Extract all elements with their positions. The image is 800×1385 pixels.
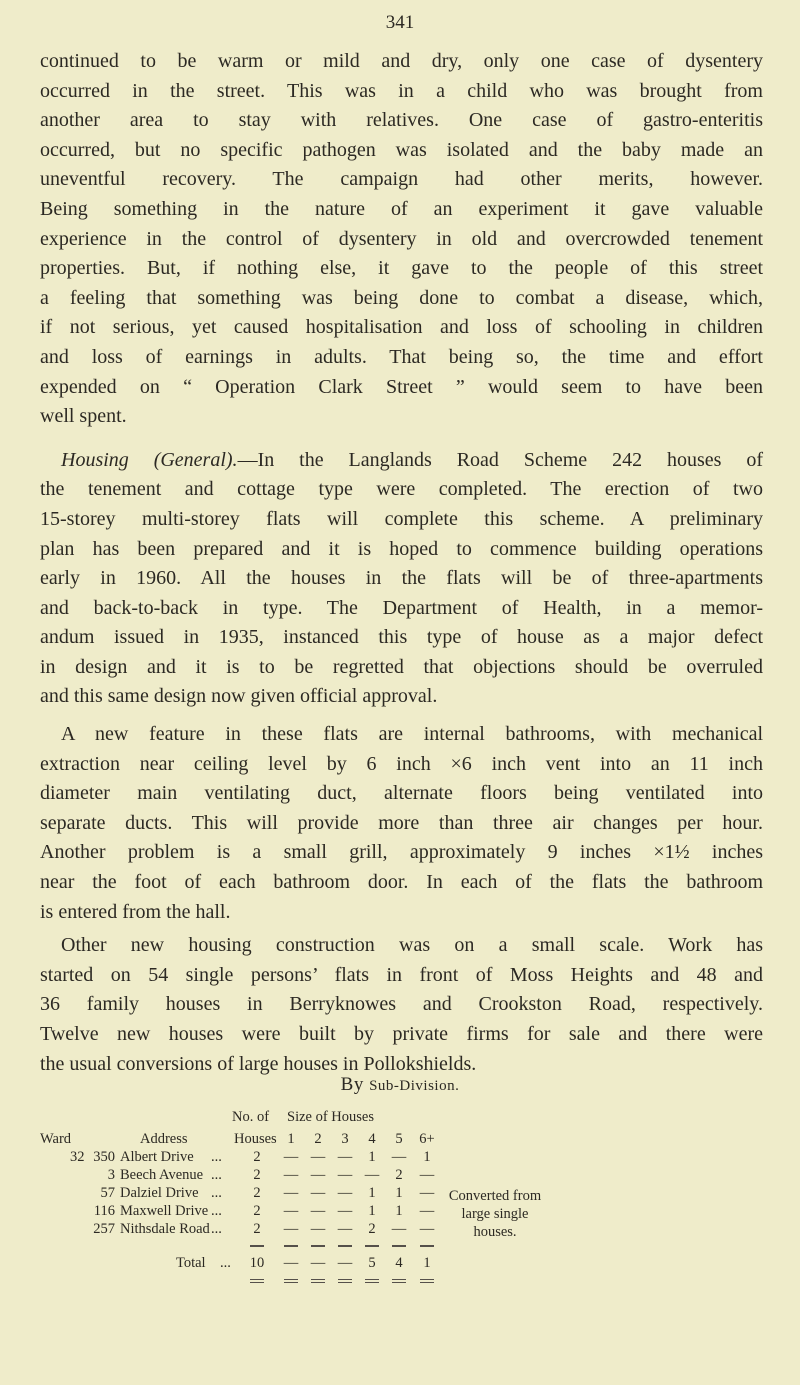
paragraph-line: occurred, but no specific pathogen was isolated and the baby made an xyxy=(40,138,763,161)
double-rule xyxy=(311,1279,325,1283)
paragraph-line: started on 54 single persons’ flats in front of Moss Heights and 48 and xyxy=(40,963,763,986)
size-cell: 1 xyxy=(395,1185,403,1201)
houses-count: 2 xyxy=(253,1167,261,1183)
size-cell: — xyxy=(283,1221,299,1237)
size-column-header: 1 xyxy=(287,1131,295,1147)
houses-count: 2 xyxy=(253,1203,261,1219)
size-column-header: 3 xyxy=(341,1131,349,1147)
size-cell: — xyxy=(337,1221,353,1237)
header-size-of-houses: Size of Houses xyxy=(287,1109,374,1125)
paragraph-line: Twelve new houses were built by private firms for sale and there were xyxy=(40,1023,763,1045)
total-size-cell: — xyxy=(283,1255,299,1271)
size-cell: 2 xyxy=(368,1221,376,1237)
leader-dots: ... xyxy=(211,1167,222,1183)
address-street: Maxwell Drive xyxy=(120,1203,209,1219)
title-by: By xyxy=(340,1074,370,1095)
houses-count: 2 xyxy=(253,1149,261,1165)
paragraph-line: Another problem is a small grill, approximately 9 inches ×1½ inches xyxy=(40,841,763,864)
size-cell: — xyxy=(337,1185,353,1201)
size-cell: 1 xyxy=(423,1149,431,1165)
total-size-cell: 5 xyxy=(368,1255,376,1271)
double-rule xyxy=(392,1279,406,1283)
page-number: 341 xyxy=(385,12,415,33)
paragraph-line: occurred in the street. This was in a child who was brought from xyxy=(40,79,763,102)
size-column-header: 5 xyxy=(395,1131,403,1147)
size-column-header: 2 xyxy=(314,1131,322,1147)
note-line: large single xyxy=(461,1206,529,1222)
houses-count: 2 xyxy=(253,1185,261,1201)
size-column-header: 4 xyxy=(368,1131,376,1147)
paragraph-line: separate ducts. This will provide more than three air changes per hour. xyxy=(40,811,763,834)
size-cell: 1 xyxy=(395,1203,403,1219)
address-number: 350 xyxy=(93,1149,115,1165)
size-cell: — xyxy=(391,1221,407,1237)
sum-rule xyxy=(338,1245,352,1247)
paragraph-line xyxy=(40,446,763,476)
address-street: Beech Avenue xyxy=(120,1167,204,1183)
paragraph-line: Being something in the nature of an experiment it gave valuable xyxy=(40,197,763,220)
size-cell: — xyxy=(391,1149,407,1165)
sum-rule xyxy=(284,1245,298,1247)
address-number: 57 xyxy=(100,1185,115,1201)
size-cell: — xyxy=(283,1185,299,1201)
size-cell: — xyxy=(337,1203,353,1219)
double-rule xyxy=(420,1279,434,1283)
table-title xyxy=(0,1074,800,1096)
paragraph-line: if not serious, yet caused hospitalisation and loss of schooling in children xyxy=(40,316,763,339)
sum-rule xyxy=(250,1245,264,1247)
leader-dots: ... xyxy=(211,1221,222,1237)
total-size-cell: — xyxy=(337,1255,353,1271)
sum-rule xyxy=(311,1245,325,1247)
double-rule xyxy=(365,1279,379,1283)
paragraph-line: and loss of earnings in adults. That being so, the time and effort xyxy=(40,345,763,368)
paragraph-line: Other new housing construction was on a small scale. Work has xyxy=(61,934,763,957)
size-cell: — xyxy=(310,1221,326,1237)
paragraph-line: near the foot of each bathroom door. In each of the flats the bathroom xyxy=(40,871,763,894)
size-column-header: 6+ xyxy=(419,1131,435,1147)
total-size-cell: — xyxy=(310,1255,326,1271)
paragraph-line: and this same design now given official approval. xyxy=(40,685,438,708)
size-cell: — xyxy=(310,1149,326,1165)
title-sub-division: Sub-Division. xyxy=(369,1078,460,1094)
size-cell: — xyxy=(419,1203,435,1219)
header-address: Address xyxy=(140,1131,188,1147)
paragraph-line: uneventful recovery. The campaign had other merits, however. xyxy=(40,168,763,191)
ward-cell: 32 xyxy=(70,1149,85,1165)
header-no-of: No. of xyxy=(232,1109,270,1125)
line-text: —In the Langlands Road Scheme 242 houses of xyxy=(237,448,763,471)
size-cell: 2 xyxy=(395,1167,403,1183)
size-cell: — xyxy=(419,1221,435,1237)
total-size-cell: 1 xyxy=(423,1255,431,1271)
paragraph-line: another area to stay with relatives. One case of gastro-enteritis xyxy=(40,109,763,132)
leader-dots: ... xyxy=(220,1255,231,1271)
paragraph-line: diameter main ventilating duct, alternate floors being ventilated into xyxy=(40,782,763,805)
double-rule xyxy=(338,1279,352,1283)
paragraph-line: is entered from the hall. xyxy=(40,900,231,923)
size-cell: — xyxy=(310,1167,326,1183)
paragraph-line: experience in the control of dysentery in old and overcrowded tenement xyxy=(40,227,763,250)
paragraph-housing-general xyxy=(40,446,763,712)
houses-count: 2 xyxy=(253,1221,261,1237)
size-cell: — xyxy=(310,1185,326,1201)
paragraph-line: andum issued in 1935, instanced this type of house as a major defect xyxy=(40,626,763,649)
double-rule xyxy=(250,1279,264,1283)
paragraph-line: extraction near ceiling level by 6 inch ×6 inch vent into an 11 inch xyxy=(40,752,763,775)
paragraph-line: a feeling that something was being done to combat a disease, which, xyxy=(40,286,763,309)
size-cell: — xyxy=(419,1185,435,1201)
paragraph-line: expended on “ Operation Clark Street ” would seem to have been xyxy=(40,375,763,398)
header-houses: Houses xyxy=(234,1131,277,1147)
paragraph-line: the usual conversions of large houses in Pollokshields. xyxy=(40,1052,477,1075)
paragraph-line: well spent. xyxy=(40,405,127,428)
size-cell: — xyxy=(283,1149,299,1165)
paragraph-line: early in 1960. All the houses in the flats will be of three-apartments xyxy=(40,567,763,590)
address-number: 257 xyxy=(93,1221,115,1237)
total-houses: 10 xyxy=(249,1255,265,1271)
address-number: 3 xyxy=(107,1167,115,1183)
size-cell: — xyxy=(337,1167,353,1183)
note-line: houses. xyxy=(473,1224,517,1240)
paragraph-line: continued to be warm or mild and dry, only one case of dysentery xyxy=(40,50,763,72)
size-cell: 1 xyxy=(368,1203,376,1219)
address-street: Albert Drive xyxy=(120,1149,194,1165)
address-street: Nithsdale Road xyxy=(120,1221,210,1237)
paragraph-line: and back-to-back in type. The Department of Health, in a memor- xyxy=(40,596,763,619)
note-line: Converted from xyxy=(448,1188,542,1204)
size-cell: — xyxy=(364,1167,380,1183)
size-cell: — xyxy=(337,1149,353,1165)
size-cell: — xyxy=(283,1167,299,1183)
leader-dots: ... xyxy=(211,1149,222,1165)
paragraph-line: in design and it is to be regretted that objections should be overruled xyxy=(40,655,763,678)
double-rule xyxy=(284,1279,298,1283)
paragraph-internal-bathrooms xyxy=(40,720,763,927)
body-text xyxy=(40,47,763,1079)
paragraph-line: 36 family houses in Berryknowes and Crookston Road, respectively. xyxy=(40,993,763,1016)
paragraph-line: A new feature in these flats are internal bathrooms, with mechanical xyxy=(61,723,763,746)
address-number: 116 xyxy=(93,1203,115,1219)
table-note xyxy=(440,1187,550,1241)
leader-dots: ... xyxy=(211,1185,222,1201)
paragraph-line: properties. But, if nothing else, it gave to the people of this street xyxy=(40,257,763,280)
address-street: Dalziel Drive xyxy=(120,1185,199,1201)
paragraph-line: the tenement and cottage type were completed. The erection of two xyxy=(40,478,763,501)
paragraph-other-housing xyxy=(40,931,763,1079)
size-cell: — xyxy=(419,1167,435,1183)
paragraph-line: 15-storey multi-storey flats will complete this scheme. A preliminary xyxy=(40,507,763,530)
paragraph-dysentery xyxy=(40,47,763,432)
total-size-cell: 4 xyxy=(395,1255,403,1271)
sum-rule xyxy=(392,1245,406,1247)
size-cell: — xyxy=(310,1203,326,1219)
total-label: Total xyxy=(176,1255,206,1271)
size-cell: 1 xyxy=(368,1149,376,1165)
size-cell: — xyxy=(283,1203,299,1219)
leader-dots: ... xyxy=(211,1203,222,1219)
header-ward: Ward xyxy=(40,1131,72,1147)
paragraph-line: plan has been prepared and it is hoped to commence building operations xyxy=(40,537,763,560)
sum-rule xyxy=(365,1245,379,1247)
sum-rule xyxy=(420,1245,434,1247)
section-lead-heading: Housing (General). xyxy=(61,448,238,471)
size-cell: 1 xyxy=(368,1185,376,1201)
